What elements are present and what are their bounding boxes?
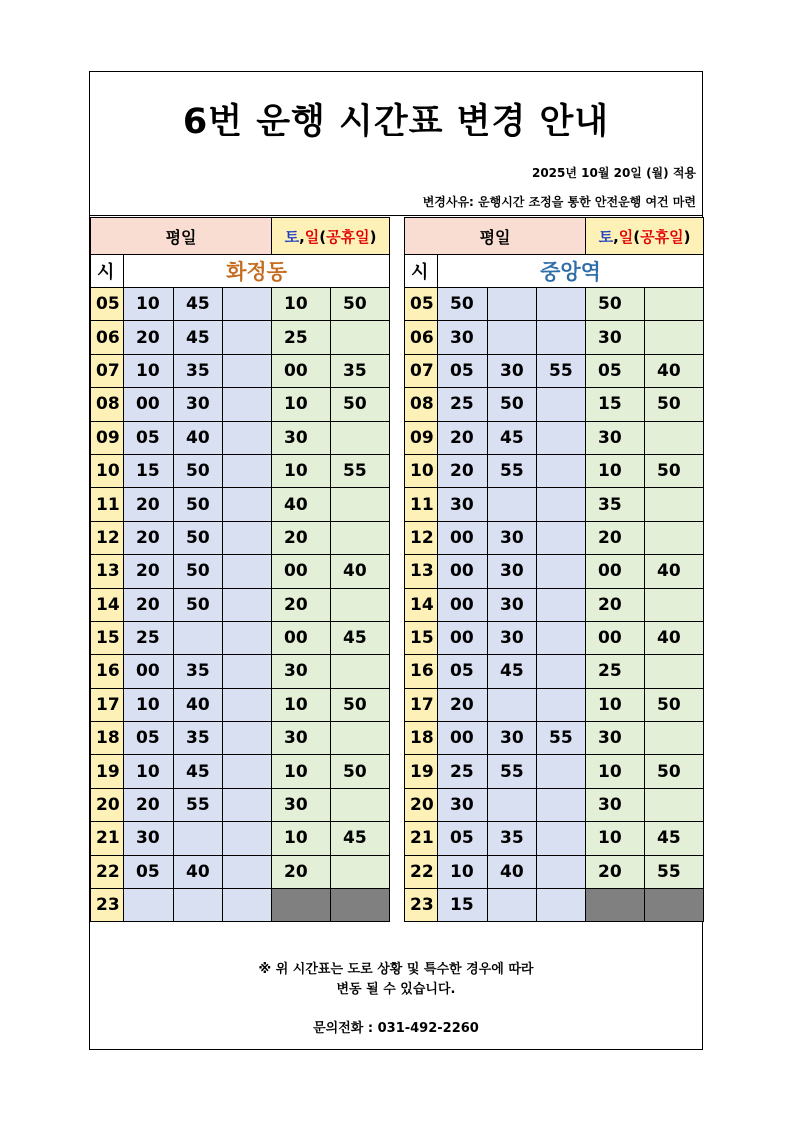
- weekend-minute-cell: 10: [586, 822, 645, 855]
- weekend-minute-cell: 00: [272, 621, 331, 654]
- weekday-minute-cell: [223, 889, 272, 922]
- weekday-minute-cell: 05: [438, 655, 488, 688]
- weekend-minute-cell: 35: [586, 488, 645, 521]
- table-row: [405, 855, 704, 888]
- weekday-minute-cell: [537, 788, 586, 821]
- table-row: [91, 722, 390, 755]
- weekday-minute-cell: 20: [124, 588, 174, 621]
- weekend-minute-cell: [645, 655, 704, 688]
- table-row: [91, 755, 390, 788]
- weekend-minute-cell: 30: [272, 722, 331, 755]
- weekday-minute-cell: 40: [174, 688, 223, 721]
- table-row: [91, 321, 390, 354]
- weekend-minute-cell: [645, 588, 704, 621]
- hour-header: 시: [405, 255, 438, 288]
- weekday-minute-cell: [223, 788, 272, 821]
- weekend-minute-cell: 20: [586, 588, 645, 621]
- hour-cell: 17: [405, 688, 438, 721]
- no-service-cell: [331, 889, 390, 922]
- hour-cell: 22: [405, 855, 438, 888]
- table-row: [91, 521, 390, 554]
- hour-cell: 23: [91, 889, 124, 922]
- weekday-minute-cell: 45: [174, 321, 223, 354]
- hour-cell: 10: [91, 454, 124, 487]
- weekend-minute-cell: 10: [272, 822, 331, 855]
- table-row: [405, 822, 704, 855]
- hour-cell: 13: [91, 555, 124, 588]
- weekday-minute-cell: 30: [438, 321, 488, 354]
- weekday-minute-cell: [223, 822, 272, 855]
- table-row: [405, 722, 704, 755]
- hour-cell: 21: [405, 822, 438, 855]
- weekday-minute-cell: 15: [438, 889, 488, 922]
- weekend-minute-cell: 50: [645, 688, 704, 721]
- weekday-minute-cell: 10: [438, 855, 488, 888]
- holiday-label: 공휴일: [640, 227, 684, 246]
- weekday-minute-cell: 40: [488, 855, 537, 888]
- weekday-minute-cell: 00: [124, 655, 174, 688]
- weekend-minute-cell: [645, 421, 704, 454]
- weekend-minute-cell: 25: [586, 655, 645, 688]
- weekend-minute-cell: 00: [272, 354, 331, 387]
- weekday-minute-cell: 50: [488, 388, 537, 421]
- station-name: 중앙역: [438, 255, 704, 288]
- weekend-comma: ,: [613, 227, 619, 246]
- weekend-minute-cell: [645, 521, 704, 554]
- weekday-minute-cell: [174, 889, 223, 922]
- table-row: [405, 621, 704, 654]
- weekday-minute-cell: [537, 555, 586, 588]
- hour-cell: 12: [405, 521, 438, 554]
- weekend-minute-cell: 55: [331, 454, 390, 487]
- weekday-minute-cell: 20: [124, 321, 174, 354]
- weekday-minute-cell: 30: [488, 621, 537, 654]
- weekend-minute-cell: 30: [272, 421, 331, 454]
- effective-date: 2025년 10월 20일 (월) 적용: [531, 166, 696, 180]
- weekend-comma: ,: [299, 227, 305, 246]
- weekday-minute-cell: 10: [124, 288, 174, 321]
- no-service-cell: [272, 889, 331, 922]
- weekend-header: [586, 218, 704, 255]
- weekend-minute-cell: 10: [586, 688, 645, 721]
- holiday-paren-close: ): [683, 227, 691, 246]
- weekend-minute-cell: 40: [645, 621, 704, 654]
- weekend-minute-cell: 50: [331, 688, 390, 721]
- table-row: [91, 588, 390, 621]
- weekday-minute-cell: 10: [124, 354, 174, 387]
- hour-cell: 16: [405, 655, 438, 688]
- weekend-minute-cell: 25: [272, 321, 331, 354]
- weekend-minute-cell: 50: [331, 288, 390, 321]
- weekday-minute-cell: 00: [438, 555, 488, 588]
- weekday-minute-cell: 25: [438, 755, 488, 788]
- weekday-minute-cell: 20: [124, 788, 174, 821]
- hour-cell: 19: [405, 755, 438, 788]
- weekday-minute-cell: 35: [174, 722, 223, 755]
- timetable-left: [90, 217, 390, 922]
- table-row: [91, 855, 390, 888]
- weekday-minute-cell: [223, 521, 272, 554]
- weekday-minute-cell: [537, 321, 586, 354]
- weekend-minute-cell: [331, 722, 390, 755]
- weekend-minute-cell: 40: [272, 488, 331, 521]
- holiday-label: 공휴일: [326, 227, 370, 246]
- table-row: [405, 755, 704, 788]
- hour-cell: 18: [91, 722, 124, 755]
- hour-cell: 23: [405, 889, 438, 922]
- table-row: [405, 688, 704, 721]
- table-row: [91, 621, 390, 654]
- weekend-minute-cell: [645, 788, 704, 821]
- weekday-minute-cell: 20: [438, 454, 488, 487]
- table-row: [405, 354, 704, 387]
- weekday-minute-cell: [537, 488, 586, 521]
- hour-cell: 17: [91, 688, 124, 721]
- weekday-minute-cell: 20: [438, 421, 488, 454]
- weekend-minute-cell: [331, 788, 390, 821]
- weekday-minute-cell: 55: [537, 354, 586, 387]
- weekend-minute-cell: 10: [586, 755, 645, 788]
- weekday-minute-cell: 25: [124, 621, 174, 654]
- weekend-header: [272, 218, 390, 255]
- weekday-minute-cell: [537, 755, 586, 788]
- weekday-minute-cell: 15: [124, 454, 174, 487]
- weekend-minute-cell: 10: [272, 454, 331, 487]
- timetable-right: [404, 217, 704, 922]
- weekday-minute-cell: 55: [488, 755, 537, 788]
- weekend-minute-cell: [331, 655, 390, 688]
- weekday-minute-cell: 00: [438, 722, 488, 755]
- weekday-minute-cell: 45: [174, 755, 223, 788]
- weekday-header: 평일: [405, 218, 586, 255]
- hour-cell: 08: [91, 388, 124, 421]
- notice-line-1: ※ 위 시간표는 도로 상황 및 특수한 경우에 따라: [258, 962, 534, 977]
- weekday-minute-cell: [537, 421, 586, 454]
- weekend-minute-cell: 10: [586, 454, 645, 487]
- weekend-minute-cell: [331, 321, 390, 354]
- weekend-minute-cell: 20: [586, 521, 645, 554]
- weekday-minute-cell: 55: [537, 722, 586, 755]
- weekday-minute-cell: [488, 889, 537, 922]
- table-row: [405, 788, 704, 821]
- weekday-minute-cell: 05: [124, 421, 174, 454]
- weekday-minute-cell: 45: [488, 655, 537, 688]
- hour-cell: 05: [405, 288, 438, 321]
- table-row: [405, 454, 704, 487]
- weekend-minute-cell: 00: [586, 621, 645, 654]
- weekday-minute-cell: 20: [124, 521, 174, 554]
- hour-cell: 12: [91, 521, 124, 554]
- hour-cell: 05: [91, 288, 124, 321]
- weekday-minute-cell: [223, 488, 272, 521]
- hour-cell: 09: [405, 421, 438, 454]
- table-row: [405, 521, 704, 554]
- weekend-minute-cell: [331, 521, 390, 554]
- weekday-minute-cell: 45: [174, 288, 223, 321]
- weekend-minute-cell: 50: [331, 388, 390, 421]
- table-row: [91, 454, 390, 487]
- hour-cell: 06: [91, 321, 124, 354]
- hour-cell: 09: [91, 421, 124, 454]
- weekday-minute-cell: [537, 688, 586, 721]
- weekend-minute-cell: 00: [586, 555, 645, 588]
- table-row: [405, 655, 704, 688]
- weekday-minute-cell: 30: [488, 555, 537, 588]
- weekend-minute-cell: 40: [645, 555, 704, 588]
- hour-cell: 18: [405, 722, 438, 755]
- table-row: [405, 889, 704, 922]
- saturday-label: 토: [598, 227, 614, 246]
- weekend-minute-cell: 30: [272, 655, 331, 688]
- change-reason: 변경사유: 운행시간 조정을 통한 안전운행 여건 마련: [422, 195, 696, 209]
- weekday-minute-cell: [537, 521, 586, 554]
- table-row: [405, 288, 704, 321]
- weekday-minute-cell: [223, 388, 272, 421]
- hour-cell: 21: [91, 822, 124, 855]
- table-row: [91, 688, 390, 721]
- table-row: [91, 388, 390, 421]
- weekday-minute-cell: [223, 722, 272, 755]
- weekday-minute-cell: [537, 388, 586, 421]
- hour-cell: 07: [405, 354, 438, 387]
- weekday-minute-cell: [537, 588, 586, 621]
- station-name: 화정동: [124, 255, 390, 288]
- table-row: [91, 421, 390, 454]
- weekday-minute-cell: 05: [438, 822, 488, 855]
- weekday-minute-cell: [174, 621, 223, 654]
- weekend-minute-cell: 30: [586, 722, 645, 755]
- weekend-minute-cell: 45: [645, 822, 704, 855]
- table-row: [405, 588, 704, 621]
- weekend-minute-cell: 20: [272, 521, 331, 554]
- weekday-minute-cell: [488, 321, 537, 354]
- weekday-minute-cell: [488, 688, 537, 721]
- table-row: [405, 421, 704, 454]
- weekday-minute-cell: 05: [124, 722, 174, 755]
- hour-cell: 10: [405, 454, 438, 487]
- table-row: [91, 788, 390, 821]
- weekday-minute-cell: [223, 655, 272, 688]
- weekend-minute-cell: 50: [645, 454, 704, 487]
- weekday-minute-cell: 30: [488, 521, 537, 554]
- hour-header: 시: [91, 255, 124, 288]
- weekend-minute-cell: [645, 321, 704, 354]
- weekday-minute-cell: 05: [124, 855, 174, 888]
- table-row: [405, 555, 704, 588]
- weekend-minute-cell: 30: [586, 321, 645, 354]
- weekday-minute-cell: 20: [124, 555, 174, 588]
- weekday-minute-cell: 30: [488, 354, 537, 387]
- weekend-minute-cell: 00: [272, 555, 331, 588]
- weekday-minute-cell: [223, 321, 272, 354]
- weekend-minute-cell: [645, 288, 704, 321]
- weekend-minute-cell: [331, 588, 390, 621]
- weekend-minute-cell: 55: [645, 855, 704, 888]
- hour-cell: 11: [405, 488, 438, 521]
- weekend-minute-cell: 05: [586, 354, 645, 387]
- sunday-label: 일: [618, 227, 634, 246]
- hour-cell: 22: [91, 855, 124, 888]
- weekend-minute-cell: 20: [586, 855, 645, 888]
- weekend-minute-cell: 30: [272, 788, 331, 821]
- weekday-minute-cell: [537, 454, 586, 487]
- timetable-notice: [89, 71, 703, 1050]
- weekday-minute-cell: 35: [174, 354, 223, 387]
- weekend-minute-cell: 10: [272, 388, 331, 421]
- holiday-paren-open: (: [319, 227, 327, 246]
- table-row: [91, 488, 390, 521]
- hour-cell: 13: [405, 555, 438, 588]
- weekend-minute-cell: 50: [331, 755, 390, 788]
- weekday-minute-cell: 30: [488, 722, 537, 755]
- hour-cell: 14: [91, 588, 124, 621]
- weekend-minute-cell: 50: [586, 288, 645, 321]
- weekday-minute-cell: 30: [124, 822, 174, 855]
- weekend-minute-cell: 10: [272, 288, 331, 321]
- hour-cell: 20: [405, 788, 438, 821]
- weekend-minute-cell: [331, 421, 390, 454]
- no-service-cell: [645, 889, 704, 922]
- table-row: [405, 388, 704, 421]
- page-title: 6번 운행 시간표 변경 안내: [182, 102, 610, 142]
- weekend-minute-cell: 40: [645, 354, 704, 387]
- hour-cell: 07: [91, 354, 124, 387]
- weekday-minute-cell: 30: [488, 588, 537, 621]
- weekend-minute-cell: 30: [586, 421, 645, 454]
- weekend-minute-cell: 45: [331, 822, 390, 855]
- table-row: [91, 822, 390, 855]
- hour-cell: 14: [405, 588, 438, 621]
- weekday-minute-cell: [223, 454, 272, 487]
- weekday-minute-cell: 30: [438, 488, 488, 521]
- weekend-minute-cell: [331, 855, 390, 888]
- weekday-minute-cell: [174, 822, 223, 855]
- no-service-cell: [586, 889, 645, 922]
- table-row: [91, 889, 390, 922]
- weekday-minute-cell: [537, 655, 586, 688]
- weekday-minute-cell: 50: [174, 521, 223, 554]
- weekday-minute-cell: 45: [488, 421, 537, 454]
- hour-cell: 15: [91, 621, 124, 654]
- weekday-minute-cell: 30: [174, 388, 223, 421]
- weekend-minute-cell: 35: [331, 354, 390, 387]
- hour-cell: 19: [91, 755, 124, 788]
- weekend-minute-cell: 30: [586, 788, 645, 821]
- header-divider: [90, 215, 702, 216]
- weekday-minute-cell: [223, 288, 272, 321]
- hour-cell: 16: [91, 655, 124, 688]
- weekday-header: 평일: [91, 218, 272, 255]
- weekend-minute-cell: 50: [645, 755, 704, 788]
- weekday-minute-cell: [537, 621, 586, 654]
- weekday-minute-cell: [223, 421, 272, 454]
- weekday-minute-cell: [223, 855, 272, 888]
- weekday-minute-cell: 10: [124, 688, 174, 721]
- weekend-minute-cell: 20: [272, 855, 331, 888]
- weekday-minute-cell: [223, 688, 272, 721]
- weekday-minute-cell: 20: [438, 688, 488, 721]
- weekday-minute-cell: 05: [438, 354, 488, 387]
- holiday-paren-open: (: [633, 227, 641, 246]
- weekend-minute-cell: 10: [272, 688, 331, 721]
- weekday-minute-cell: [488, 288, 537, 321]
- notice-line-2: 변동 될 수 있습니다.: [336, 982, 456, 997]
- weekday-minute-cell: [223, 354, 272, 387]
- weekend-minute-cell: 20: [272, 588, 331, 621]
- weekday-minute-cell: [488, 488, 537, 521]
- weekend-minute-cell: 10: [272, 755, 331, 788]
- weekday-minute-cell: [223, 555, 272, 588]
- weekday-minute-cell: 20: [124, 488, 174, 521]
- weekday-minute-cell: [488, 788, 537, 821]
- weekday-minute-cell: 30: [438, 788, 488, 821]
- weekday-minute-cell: 50: [174, 488, 223, 521]
- weekend-minute-cell: 50: [645, 388, 704, 421]
- sunday-label: 일: [304, 227, 320, 246]
- weekend-minute-cell: 15: [586, 388, 645, 421]
- weekday-minute-cell: [223, 621, 272, 654]
- hour-cell: 20: [91, 788, 124, 821]
- weekday-minute-cell: 10: [124, 755, 174, 788]
- hour-cell: 06: [405, 321, 438, 354]
- hour-cell: 15: [405, 621, 438, 654]
- weekday-minute-cell: 35: [488, 822, 537, 855]
- table-row: [405, 321, 704, 354]
- weekday-minute-cell: 35: [174, 655, 223, 688]
- weekday-minute-cell: 50: [438, 288, 488, 321]
- weekday-minute-cell: 40: [174, 855, 223, 888]
- saturday-label: 토: [284, 227, 300, 246]
- weekday-minute-cell: 00: [438, 588, 488, 621]
- weekday-minute-cell: [223, 755, 272, 788]
- table-row: [91, 655, 390, 688]
- weekday-minute-cell: 50: [174, 454, 223, 487]
- weekday-minute-cell: 50: [174, 555, 223, 588]
- weekday-minute-cell: 00: [124, 388, 174, 421]
- weekend-minute-cell: [331, 488, 390, 521]
- weekday-minute-cell: [223, 588, 272, 621]
- hour-cell: 08: [405, 388, 438, 421]
- weekend-minute-cell: 40: [331, 555, 390, 588]
- weekday-minute-cell: [124, 889, 174, 922]
- weekday-minute-cell: 00: [438, 521, 488, 554]
- table-row: [91, 288, 390, 321]
- weekend-minute-cell: 45: [331, 621, 390, 654]
- weekday-minute-cell: 40: [174, 421, 223, 454]
- weekday-minute-cell: 55: [488, 454, 537, 487]
- table-row: [405, 488, 704, 521]
- weekend-minute-cell: [645, 722, 704, 755]
- contact-phone: 문의전화 : 031-492-2260: [313, 1021, 479, 1036]
- weekday-minute-cell: 50: [174, 588, 223, 621]
- weekday-minute-cell: [537, 889, 586, 922]
- weekday-minute-cell: 25: [438, 388, 488, 421]
- weekday-minute-cell: [537, 288, 586, 321]
- hour-cell: 11: [91, 488, 124, 521]
- table-row: [91, 555, 390, 588]
- table-row: [91, 354, 390, 387]
- weekday-minute-cell: 55: [174, 788, 223, 821]
- weekend-minute-cell: [645, 488, 704, 521]
- weekday-minute-cell: 00: [438, 621, 488, 654]
- weekday-minute-cell: [537, 855, 586, 888]
- holiday-paren-close: ): [369, 227, 377, 246]
- weekday-minute-cell: [537, 822, 586, 855]
